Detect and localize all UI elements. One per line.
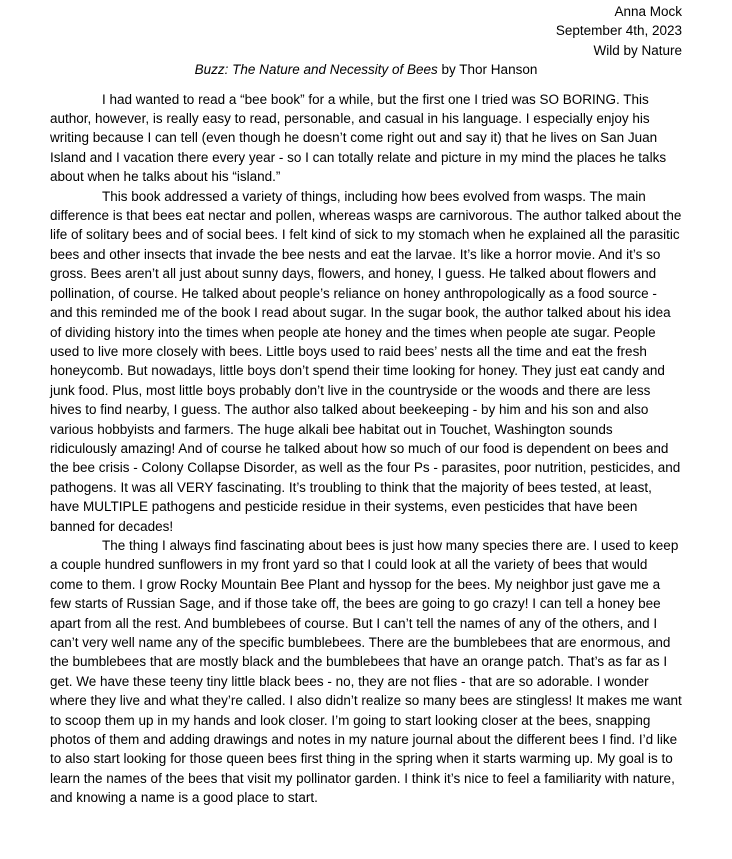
book-byline: by Thor Hanson: [437, 62, 538, 78]
document-title: [50, 60, 682, 79]
document-date: September 4th, 2023: [555, 23, 682, 39]
book-title: Buzz: The Nature and Necessity of Bees: [194, 62, 438, 78]
author-name: Anna Mock: [614, 4, 682, 19]
course-name: Wild by Nature: [593, 42, 682, 58]
body-paragraph: This book addressed a variety of things, including how bees evolved from wasps. The main difference is that bees eat nectar and pollen, whereas wasps are carnivorous. The author talked about the life of solitary bees and of social bees. I felt kind of sick to my stomach when he explained all the parasitic bees and other insects that invade the bee nests and eat the larvae. It’s like a horror movie. And it’s so gross. Bees aren’t all just about sunny days, flowers, and honey, I guess. He talked about flowers and pollination, of course. He talked about people’s reliance on honey anthropologically as a food source - and this reminded me of the book I read about sugar. In the sugar book, the author talked about his idea of dividing history into the times when people ate honey and the times when people ate sugar. People used to live more closely with bees. Little boys used to raid bees’ nests all the time and eat the fresh honeycomb. But nowadays, little boys don’t spend their time looking for honey. They just eat candy and junk food. Plus, most little boys probably don’t live in the countryside or the woods and there are less hives to find nearby, I guess. The author also talked about beekeeping - by him and his son and also various hobbyists and farmers. The huge alkali bee habitat out in Touchet, Washington sounds ridiculously amazing! And of course he talked about how so much of our food is dependent on bees and the bee crisis - Colony Collapse Disorder, as well as the four Ps - parasites, poor nutrition, pesticides, and pathogens. It was all VERY fascinating. It’s troubling to think that the majority of bees tested, at least, have MULTIPLE pathogens and pesticide residue in their systems, even pesticides that have been banned for decades!: [50, 188, 682, 534]
body-paragraph: The thing I always find fascinating about bees is just how many species there are. I used to keep a couple hundred sunflowers in my front yard so that I could look at all the variety of bees that would come to them. I grow Rocky Mountain Bee Plant and hyssop for the bees. My neighbor just gave me a few starts of Russian Sage, and if those take off, the bees are going to go crazy! I can tell a honey bee apart from all the rest. And bumblebees of course. But I can’t tell the names of any of the others, and I can’t very well name any of the specific bumblebees. There are the bumblebees that are enormous, and the bumblebees that are mostly black and the bumblebees that have an orange patch. That’s as far as I get. We have these teeny tiny little black bees - no, they are not flies - that are so adorable. I wonder where they live and what they’re called. I also didn’t realize so many bees are stingless! It makes me want to scoop them up in my hands and look closer. I’m going to start looking closer at the bees, snapping photos of them and adding drawings and notes in my nature journal about the different bees I find. I’d like to also start looking for those queen bees first thing in the spring when it starts warming up. My goal is to learn the names of the bees that visit my pollinator garden. I think it’s nice to feel a familiarity with nature, and knowing a name is a good place to start.: [50, 537, 682, 806]
document-body: [50, 90, 682, 808]
body-paragraph: I had wanted to read a “bee book” for a while, but the first one I tried was SO BORING. This author, however, is really easy to read, personable, and casual in his language. I especially enjoy his writing because I can tell (even though he doesn’t come right out and say it) that he lives on San Juan Island and I vacation there every year - so I can totally relate and picture in my mind the places he talks about when he talks about his “island.”: [50, 91, 667, 185]
document-header: [50, 2, 682, 60]
